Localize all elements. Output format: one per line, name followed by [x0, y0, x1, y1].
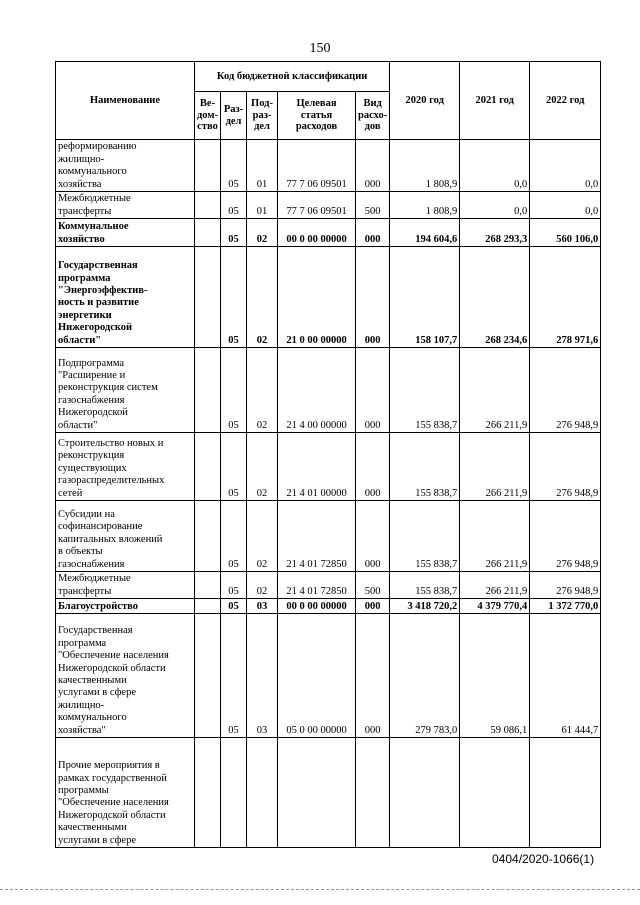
row-razdel — [221, 738, 247, 848]
row-razdel: 05 — [221, 140, 247, 192]
header-vid: Вид расхо- дов — [356, 92, 390, 140]
row-value-2021: 266 211,9 — [460, 572, 530, 599]
row-podrazdel: 02 — [247, 433, 278, 501]
row-name: Субсидии на софинансирование капитальных вложений в объекты газоснабжения — [56, 501, 195, 572]
row-value-2021 — [460, 738, 530, 848]
row-name: Прочие мероприятия в рамках государственной программы "Обеспечение населения Нижегородской области качественными услугами в сфере — [56, 738, 195, 848]
row-vedomstvo — [195, 433, 221, 501]
row-celevaya: 21 4 00 00000 — [278, 348, 356, 433]
table-row — [56, 572, 601, 599]
row-vedomstvo — [195, 614, 221, 738]
row-celevaya: 00 0 00 00000 — [278, 219, 356, 247]
row-podrazdel: 02 — [247, 572, 278, 599]
row-value-2022: 278 971,6 — [530, 247, 601, 348]
row-vid — [356, 738, 390, 848]
row-razdel: 05 — [221, 614, 247, 738]
row-value-2022: 276 948,9 — [530, 501, 601, 572]
table-row — [56, 599, 601, 614]
row-vedomstvo — [195, 572, 221, 599]
row-value-2020: 158 107,7 — [390, 247, 460, 348]
row-razdel: 05 — [221, 599, 247, 614]
header-razdel: Раз- дел — [221, 92, 247, 140]
row-value-2021: 268 293,3 — [460, 219, 530, 247]
row-name: реформированию жилищно- коммунального хозяйства — [56, 140, 195, 192]
row-podrazdel: 02 — [247, 247, 278, 348]
row-value-2021: 266 211,9 — [460, 501, 530, 572]
row-razdel: 05 — [221, 572, 247, 599]
row-celevaya — [278, 738, 356, 848]
row-value-2022: 560 106,0 — [530, 219, 601, 247]
row-vid: 000 — [356, 614, 390, 738]
table-row — [56, 192, 601, 219]
row-vedomstvo — [195, 192, 221, 219]
table-row — [56, 247, 601, 348]
row-vid: 000 — [356, 219, 390, 247]
row-value-2022: 0,0 — [530, 192, 601, 219]
row-value-2021: 0,0 — [460, 192, 530, 219]
row-podrazdel: 02 — [247, 348, 278, 433]
row-value-2021: 268 234,6 — [460, 247, 530, 348]
header-2021: 2021 год — [460, 62, 530, 140]
row-celevaya: 00 0 00 00000 — [278, 599, 356, 614]
row-vedomstvo — [195, 140, 221, 192]
row-value-2022: 276 948,9 — [530, 433, 601, 501]
row-value-2022: 0,0 — [530, 140, 601, 192]
row-value-2020: 3 418 720,2 — [390, 599, 460, 614]
header-2020: 2020 год — [390, 62, 460, 140]
row-name: Коммунальное хозяйство — [56, 219, 195, 247]
row-celevaya: 77 7 06 09501 — [278, 192, 356, 219]
row-celevaya: 77 7 06 09501 — [278, 140, 356, 192]
header-name: Наименование — [56, 62, 195, 140]
row-razdel: 05 — [221, 433, 247, 501]
table-row — [56, 140, 601, 192]
row-name: Межбюджетные трансферты — [56, 572, 195, 599]
row-value-2020: 1 808,9 — [390, 140, 460, 192]
row-podrazdel: 01 — [247, 140, 278, 192]
row-value-2021: 4 379 770,4 — [460, 599, 530, 614]
row-podrazdel: 02 — [247, 501, 278, 572]
row-value-2022: 1 372 770,0 — [530, 599, 601, 614]
table-row — [56, 738, 601, 848]
row-value-2020: 1 808,9 — [390, 192, 460, 219]
row-vid: 000 — [356, 501, 390, 572]
table-row — [56, 348, 601, 433]
row-podrazdel: 02 — [247, 219, 278, 247]
row-vid: 000 — [356, 247, 390, 348]
row-name: Подпрограмма "Расширение и реконструкция систем газоснабжения Нижегородской области" — [56, 348, 195, 433]
row-podrazdel: 03 — [247, 599, 278, 614]
row-razdel: 05 — [221, 348, 247, 433]
row-name: Межбюджетные трансферты — [56, 192, 195, 219]
row-name: Строительство новых и реконструкция существующих газораспределительных сетей — [56, 433, 195, 501]
row-vid: 000 — [356, 348, 390, 433]
row-vedomstvo — [195, 247, 221, 348]
row-value-2020: 155 838,7 — [390, 433, 460, 501]
table-row — [56, 501, 601, 572]
row-value-2020: 155 838,7 — [390, 501, 460, 572]
row-name: Благоустройство — [56, 599, 195, 614]
row-value-2020: 155 838,7 — [390, 348, 460, 433]
table-row — [56, 219, 601, 247]
row-value-2021: 266 211,9 — [460, 348, 530, 433]
table-row — [56, 614, 601, 738]
header-vedomstvo: Ве- дом- ство — [195, 92, 221, 140]
document-code: 0404/2020-1066(1) — [492, 852, 595, 866]
row-value-2021: 59 086,1 — [460, 614, 530, 738]
row-razdel: 05 — [221, 501, 247, 572]
bottom-divider — [0, 889, 640, 891]
row-value-2022 — [530, 738, 601, 848]
row-vid: 000 — [356, 433, 390, 501]
row-podrazdel: 01 — [247, 192, 278, 219]
row-celevaya: 21 4 01 00000 — [278, 433, 356, 501]
row-vedomstvo — [195, 501, 221, 572]
row-razdel: 05 — [221, 219, 247, 247]
header-2022: 2022 год — [530, 62, 601, 140]
row-name: Государственная программа "Энергоэффектив- ность и развитие энергетики Нижегородской области" — [56, 247, 195, 348]
row-vedomstvo — [195, 219, 221, 247]
row-vedomstvo — [195, 738, 221, 848]
row-value-2021: 266 211,9 — [460, 433, 530, 501]
row-name: Государственная программа "Обеспечение населения Нижегородской области качественными услугами в сфере жилищно- коммунального хозяйства" — [56, 614, 195, 738]
header-podrazdel: Под- раз- дел — [247, 92, 278, 140]
row-value-2020: 194 604,6 — [390, 219, 460, 247]
row-value-2020 — [390, 738, 460, 848]
row-value-2021: 0,0 — [460, 140, 530, 192]
row-value-2022: 61 444,7 — [530, 614, 601, 738]
row-celevaya: 21 4 01 72850 — [278, 501, 356, 572]
row-vid: 000 — [356, 599, 390, 614]
row-razdel: 05 — [221, 247, 247, 348]
row-podrazdel: 03 — [247, 614, 278, 738]
row-value-2022: 276 948,9 — [530, 348, 601, 433]
row-vid: 500 — [356, 192, 390, 219]
row-celevaya: 05 0 00 00000 — [278, 614, 356, 738]
row-vedomstvo — [195, 599, 221, 614]
row-celevaya: 21 4 01 72850 — [278, 572, 356, 599]
row-value-2020: 279 783,0 — [390, 614, 460, 738]
header-celevaya: Целевая статья расходов — [278, 92, 356, 140]
row-vid: 000 — [356, 140, 390, 192]
row-value-2022: 276 948,9 — [530, 572, 601, 599]
row-celevaya: 21 0 00 00000 — [278, 247, 356, 348]
row-value-2020: 155 838,7 — [390, 572, 460, 599]
page-number: 150 — [309, 41, 331, 56]
header-budget-code: Код бюджетной классификации — [195, 62, 390, 92]
row-razdel: 05 — [221, 192, 247, 219]
row-podrazdel — [247, 738, 278, 848]
row-vid: 500 — [356, 572, 390, 599]
table-body — [56, 140, 601, 848]
budget-table — [55, 61, 601, 848]
row-vedomstvo — [195, 348, 221, 433]
table-row — [56, 433, 601, 501]
